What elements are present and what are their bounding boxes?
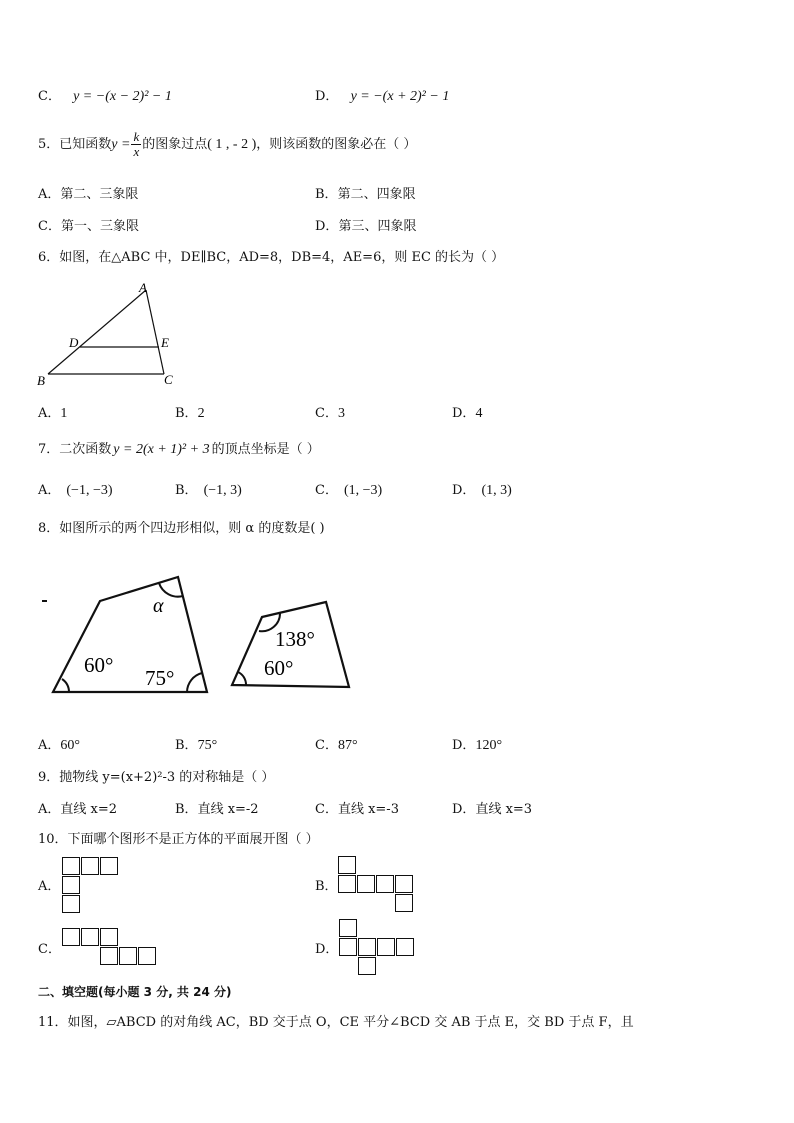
q6-option-b [175, 405, 205, 423]
q9-stem: 9．抛物线 y=(x+2)²-3 的对称轴是（ ） [38, 770, 275, 785]
label-c: C [164, 372, 173, 387]
q8-option-c [315, 737, 358, 755]
section-2-title: 二、填空题(每小题 3 分, 共 24 分) [38, 985, 232, 999]
q8-stem: 8．如图所示的两个四边形相似，则 α 的度数是( ) [38, 521, 325, 536]
option-label: C． [315, 802, 338, 817]
option-text: 4 [475, 406, 483, 421]
option-label: A． [38, 802, 61, 817]
net-square [62, 928, 80, 946]
q6-option-d [452, 405, 482, 423]
q8-option-a [38, 737, 80, 755]
q6-stem: 6．如图，在△ABC 中，DE∥BC，AD=8，DB=4，AE=6，则 EC 的长为（ ） [38, 250, 505, 265]
q8-option-d [452, 737, 502, 755]
option-text: 第三、四象限 [338, 219, 417, 234]
q7-option-b [175, 482, 242, 500]
q9-option-a [38, 801, 117, 819]
option-label: B． [175, 483, 198, 498]
left-quadrilateral [53, 577, 207, 692]
option-text: 直线 x=3 [475, 802, 533, 817]
option-text: 75° [197, 738, 218, 753]
option-label: D． [315, 89, 339, 104]
net-square [81, 928, 99, 946]
q5-prefix: 5．已知函数 [38, 137, 112, 152]
q9-option-b [175, 801, 259, 819]
net-square [395, 894, 413, 912]
option-text: 直线 x=2 [60, 802, 118, 817]
q4-option-d [315, 88, 449, 106]
q5-option-d [315, 218, 416, 236]
option-text: 60° [60, 738, 80, 753]
label-b: B [37, 373, 45, 388]
net-square [62, 876, 80, 894]
q5-point: ( 1 , - 2 ) [207, 137, 257, 152]
net-square [62, 857, 80, 875]
option-label: B． [175, 738, 198, 753]
net-square [100, 928, 118, 946]
option-text: 3 [337, 406, 345, 421]
option-text: 1 [60, 406, 68, 421]
q4-option-c [38, 88, 172, 106]
q5-frac-numerator: k [133, 129, 140, 144]
option-label: D． [452, 483, 476, 498]
net-square [81, 857, 99, 875]
q9-option-d [452, 801, 532, 819]
net-square [358, 938, 376, 956]
q5-option-c [38, 218, 139, 236]
option-text: 第二、三象限 [60, 187, 139, 202]
net-square [100, 857, 118, 875]
label-right-138: 138° [275, 627, 315, 651]
q10-net-c [62, 928, 162, 968]
q10-net-d [339, 919, 419, 977]
option-text: (1, −3) [343, 483, 383, 498]
q10-stem: 10．下面哪个图形不是正方体的平面展开图（ ） [38, 832, 319, 847]
q7-suffix: 的顶点坐标是（ ） [211, 442, 320, 457]
q9-option-c [315, 801, 399, 819]
net-square [357, 875, 375, 893]
option-label: A． [38, 738, 61, 753]
label-e: E [161, 335, 169, 350]
q8-option-b [175, 737, 217, 755]
q10-option-c-label: C． [38, 942, 61, 957]
option-text: (−1, −3) [66, 483, 113, 498]
net-square [339, 919, 357, 937]
q7-stem [38, 441, 320, 459]
q10-net-a [62, 857, 122, 915]
option-label: D． [315, 219, 339, 234]
q10-option-a-label: A． [38, 879, 61, 894]
q10-net-b [338, 856, 418, 914]
label-left-75: 75° [145, 666, 175, 690]
q5-frac-lhs: y = [111, 137, 131, 152]
q7-option-c [315, 482, 382, 500]
net-square [119, 947, 137, 965]
q5-mid: 的图象过点 [142, 137, 208, 152]
option-label: D． [452, 406, 476, 421]
option-label: C． [315, 483, 338, 498]
option-expression: y = −(x + 2)² − 1 [350, 89, 450, 104]
q7-option-a [38, 482, 113, 500]
label-alpha: α [153, 595, 164, 617]
q6-option-a [38, 405, 67, 423]
net-square [376, 875, 394, 893]
label-d: D [69, 335, 79, 350]
option-text: (1, 3) [481, 483, 512, 498]
net-square [339, 938, 357, 956]
option-text: 第一、三象限 [60, 219, 139, 234]
q5-frac-denominator: x [133, 144, 140, 159]
q5-suffix: ，则该函数的图象必在（ ） [256, 137, 417, 152]
option-text: 87° [337, 738, 358, 753]
label-a: A [139, 280, 147, 295]
net-square [100, 947, 118, 965]
net-square [338, 875, 356, 893]
left-angle-arc-75 [187, 673, 202, 692]
option-text: 直线 x=-2 [197, 802, 259, 817]
net-square [377, 938, 395, 956]
net-square [395, 875, 413, 893]
option-label: A． [38, 406, 61, 421]
option-text: 直线 x=-3 [337, 802, 399, 817]
net-square [338, 856, 356, 874]
q8-quadrilaterals-figure [40, 568, 370, 700]
option-label: C． [38, 219, 61, 234]
option-text: 120° [475, 738, 503, 753]
option-label: D． [452, 802, 476, 817]
option-label: A． [38, 483, 61, 498]
net-square [396, 938, 414, 956]
q7-expression: y = 2(x + 1)² + 3 [113, 442, 210, 457]
q5-option-b [315, 186, 416, 204]
q6-option-c [315, 405, 345, 423]
option-label: B． [315, 187, 338, 202]
q10-option-d-label: D． [315, 942, 339, 957]
option-label: C． [315, 738, 338, 753]
option-label: C． [315, 406, 338, 421]
option-label: B． [175, 406, 198, 421]
q7-option-d [452, 482, 512, 500]
net-square [138, 947, 156, 965]
label-left-60: 60° [84, 653, 114, 677]
option-label: C． [38, 89, 61, 104]
option-label: A． [38, 187, 61, 202]
side-ab [48, 290, 146, 374]
left-angle-arc-60 [62, 679, 69, 692]
q5-stem [38, 130, 416, 159]
q5-option-a [38, 186, 138, 204]
net-square [62, 895, 80, 913]
q6-triangle-figure [34, 278, 184, 390]
option-text: (−1, 3) [203, 483, 242, 498]
q7-prefix: 7．二次函数 [38, 442, 112, 457]
q10-option-b-label: B． [315, 879, 338, 894]
right-angle-arc-60 [238, 672, 246, 685]
option-text: 第二、四象限 [337, 187, 416, 202]
q11-stem: 11．如图，▱ABCD 的对角线 AC，BD 交于点 O，CE 平分∠BCD 交 AB 于点 E，交 BD 于点 F，且 [38, 1015, 634, 1030]
option-label: B． [175, 802, 198, 817]
option-label: D． [452, 738, 476, 753]
net-square [358, 957, 376, 975]
option-expression: y = −(x − 2)² − 1 [73, 89, 172, 104]
side-ac [146, 290, 164, 374]
q5-fraction [131, 130, 141, 159]
label-right-60: 60° [264, 656, 294, 680]
option-text: 2 [197, 406, 205, 421]
